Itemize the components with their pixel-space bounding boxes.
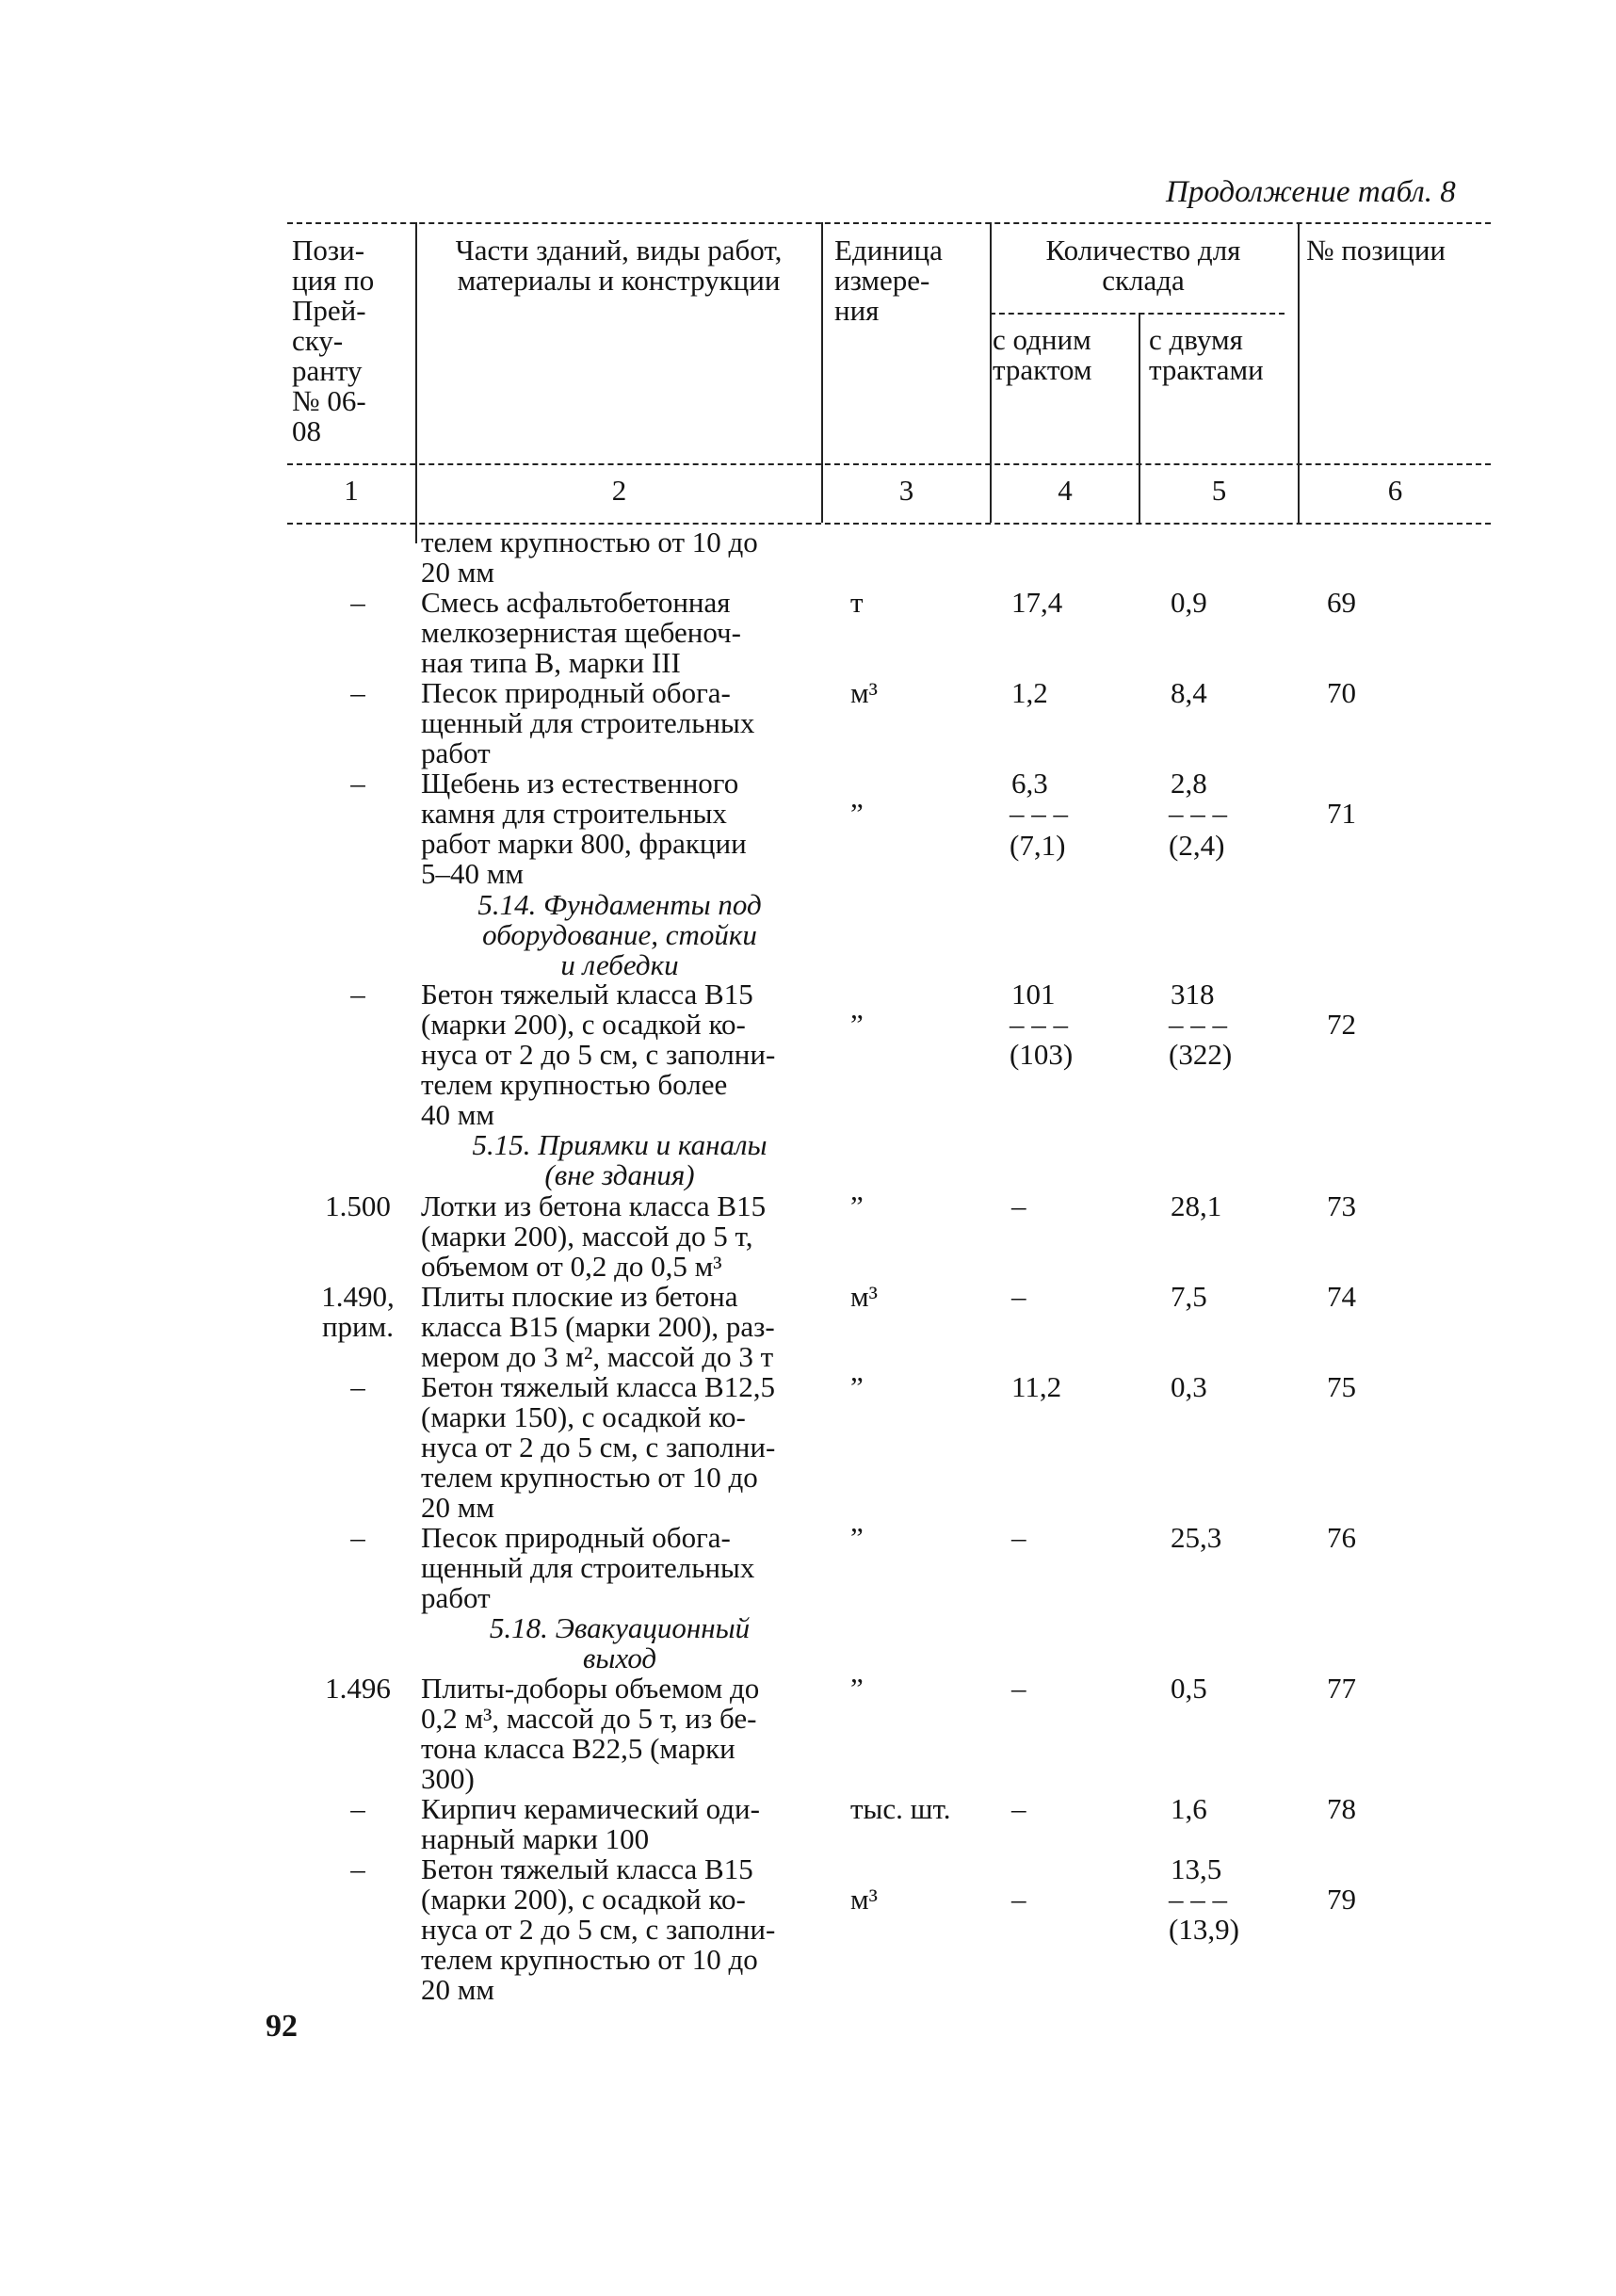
row-q2: 0,5 [1171,1672,1207,1705]
header-col2: Части зданий, виды работ, материалы и конструкции [455,234,783,297]
row-pos: – [350,767,365,800]
row-pos: – [350,978,365,1011]
header-bottom-rule [287,463,1491,465]
row-q2-rule: – – – [1169,1008,1227,1041]
row-desc: Лотки из бетона класса В15 (марки 200), массой до 5 т, объемом от 0,2 до 0,5 м³ [421,1189,767,1283]
row-q2-rule: – – – [1169,1883,1227,1916]
body-vline [415,523,417,543]
row-unit: ” [850,1189,864,1222]
row-pos: 1.496 [325,1672,391,1705]
row-num: 71 [1327,797,1356,830]
row-desc: Кирпич керамический оди- нарный марки 100 [421,1792,760,1855]
row-pos: 1.490, прим. [321,1280,395,1343]
row-desc: Песок природный обога- щенный для строительных работ [421,1521,755,1614]
table-caption: Продолжение табл. 8 [1166,175,1456,209]
row-num: 69 [1327,586,1356,619]
row-q2: 318 [1171,978,1215,1011]
row-q1: 11,2 [1011,1370,1062,1403]
row-q1-rule: – – – [1010,797,1068,830]
row-q1: 6,3 [1011,767,1048,800]
header-col5: с двумя трактами [1149,323,1264,386]
row-q1: – [1011,1883,1026,1916]
row-q2-alt: (2,4) [1169,829,1225,862]
row-num: 75 [1327,1370,1356,1403]
row-desc: Смесь асфальтобетонная мелкозернистая щебеноч- ная типа В, марки III [421,586,741,679]
col-number-5: 5 [1211,474,1227,507]
row-q2-rule: – – – [1169,797,1227,830]
row-q2: 7,5 [1171,1280,1207,1313]
row-num: 73 [1327,1189,1356,1222]
row-desc: Плиты плоские из бетона класса В15 (марки 200), раз- мером до 3 м², массой до 3 т [421,1280,775,1373]
row-q1: 17,4 [1011,586,1063,619]
col-number-2: 2 [611,474,627,507]
header-top-rule [287,222,1491,224]
row-q2: 0,9 [1171,586,1207,619]
row-pos: – [350,1792,365,1825]
row-q1-alt: (7,1) [1010,829,1066,862]
section-heading: 5.15. Приямки и каналы (вне здания) [472,1128,768,1191]
row-q2: 1,6 [1171,1792,1207,1825]
row-desc: Песок природный обога- щенный для строительных работ [421,676,755,769]
row-q2-alt: (13,9) [1169,1913,1239,1946]
row-q2: 28,1 [1171,1189,1222,1222]
header-col3: Единица измере- ния [834,234,943,327]
row-q2: 25,3 [1171,1521,1222,1554]
section-heading: 5.14. Фундаменты под оборудование, стойки и лебедки [477,888,762,981]
row-q1: 1,2 [1011,676,1048,709]
header-col45-group: Количество для склада [1045,234,1241,297]
row-q1: – [1011,1280,1026,1313]
row-pos: – [350,1521,365,1554]
row-pos: – [350,1370,365,1403]
row-pos: 1.500 [325,1189,391,1222]
row-unit: ” [850,1672,864,1705]
row-num: 76 [1327,1521,1356,1554]
row-q1: – [1011,1672,1026,1705]
row-unit: ” [850,1370,864,1403]
row-desc: Бетон тяжелый класса В12,5 (марки 150), с осадкой ко- нуса от 2 до 5 см, с заполни- телем крупностью от 10 до 20 мм [421,1370,776,1524]
row-q2-alt: (322) [1169,1038,1233,1071]
row-unit: ” [850,1521,864,1554]
header-col4: с одним трактом [993,323,1092,386]
section-heading: 5.18. Эвакуационный выход [489,1611,751,1674]
row-unit: ” [850,797,864,830]
row-num: 79 [1327,1883,1356,1916]
row-desc: телем крупностью от 10 до 20 мм [421,525,758,589]
row-pos: – [350,586,365,619]
row-q1: 101 [1011,978,1056,1011]
row-q2: 2,8 [1171,767,1207,800]
row-num: 74 [1327,1280,1356,1313]
row-desc: Щебень из естественного камня для строительных работ марки 800, фракции 5–40 мм [421,767,747,890]
header-col1: Пози- ция по Прей- ску- ранту № 06- 08 [292,234,375,447]
row-num: 78 [1327,1792,1356,1825]
row-q1: – [1011,1521,1026,1554]
header-sub-rule [990,313,1285,315]
row-desc: Плиты-доборы объемом до 0,2 м³, массой до 5 т, из бе- тона класса В22,5 (марки 300) [421,1672,760,1795]
col-number-3: 3 [898,474,914,507]
header-col6: № позиции [1306,234,1446,267]
row-q1: – [1011,1792,1026,1825]
row-desc: Бетон тяжелый класса В15 (марки 200), с осадкой ко- нуса от 2 до 5 см, с заполни- телем крупностью более 40 мм [421,978,776,1131]
row-unit: м³ [850,1883,878,1916]
row-num: 72 [1327,1008,1356,1041]
row-unit: м³ [850,1280,878,1313]
row-unit: тыс. шт. [850,1792,951,1825]
row-unit: м³ [850,676,878,709]
page-number: 92 [266,2009,298,2044]
col-number-4: 4 [1058,474,1073,507]
row-unit: т [850,586,864,619]
col-number-1: 1 [344,474,359,507]
col-number-6: 6 [1387,474,1403,507]
row-q2: 8,4 [1171,676,1207,709]
row-desc: Бетон тяжелый класса В15 (марки 200), с осадкой ко- нуса от 2 до 5 см, с заполни- телем крупностью от 10 до 20 мм [421,1852,776,2006]
row-num: 70 [1327,676,1356,709]
row-q1-rule: – – – [1010,1008,1068,1041]
row-q1: – [1011,1189,1026,1222]
row-pos: – [350,676,365,709]
row-q2: 13,5 [1171,1852,1222,1885]
row-q1-alt: (103) [1010,1038,1074,1071]
row-pos: – [350,1852,365,1885]
row-num: 77 [1327,1672,1356,1705]
numbers-bottom-rule [287,523,1491,525]
row-unit: ” [850,1008,864,1041]
row-q2: 0,3 [1171,1370,1207,1403]
